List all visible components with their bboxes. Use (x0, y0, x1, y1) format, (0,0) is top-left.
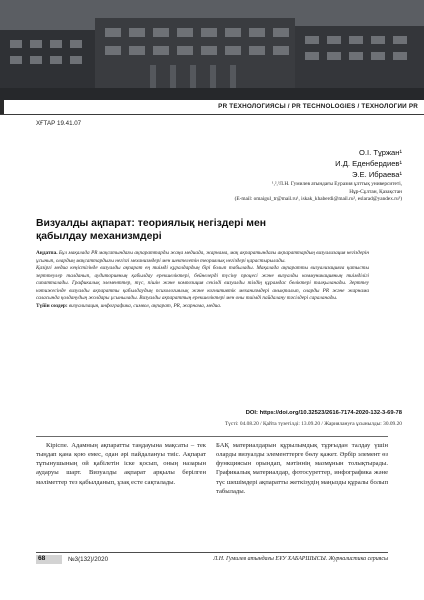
body-paragraph: Кіріспе. Адамның ақпаратты таңдауына мақсаты – тек тыңдап қана қою емес, одан әрі пайдалануы тиіс. Ақпарат тұтынушының ой қабілетін іске қосып, оның назарын аударуы шарт. Визуалды ақпарат арқылы берілген мәліметтер тез қабылданып, ұзақ есте сақталады. (36, 442, 206, 486)
divider (36, 436, 388, 437)
journal-name: Л.Н. Гумилев атындағы ЕҰУ ХАБАРШЫСЫ. Журналистика сериясы (213, 556, 388, 562)
body-paragraph: БАҚ материалдарын құрылымдық тұрғыдан талдау үшін оларды визуалды элементтерге бөлу қажет. Әрбір элемент өз функциясын орындап, мәтіннің мазмұнын толықтырады. Графикалық материалдар, фотосуреттер, инфографика және түс шешімдері ақпаратты жеткізудің маңызды құралы болып табылады. (216, 442, 388, 495)
footer-divider (36, 552, 388, 553)
author-name: И.Д. Еденбердиев¹ (335, 159, 402, 168)
classification-code: ХҒТАР 19.41.07 (36, 120, 82, 127)
abstract-paragraph (36, 250, 369, 265)
section-marker (0, 100, 4, 114)
keywords (36, 303, 369, 311)
building-illustration (0, 0, 424, 100)
body-column-left (36, 441, 206, 487)
keywords-label: Түйін сөздер: (36, 302, 68, 309)
keywords-text: визуализация, инфографика, символ, ақпарат, PR, жарнама, медиа. (67, 302, 222, 309)
abstract-text: Бұл мақалада PR мақсатындағы ақпараттарды жаңа медиада, жарнама, мақ ақпаратындағы ақпараттардың визуализация негіздерін ұсынып, олардың мақсаттардығы негізгі механизмдері мен шектелетін теориялық негіздері қарастырылады. (36, 250, 369, 264)
affiliation-email: (E-mail: omaigul_tr@mail.ru¹, iskak_khaberdi@mail.ru², eslarad@yandex.ru³) (234, 196, 402, 203)
author-name: О.І. Тұржан¹ (358, 148, 402, 157)
doi-link[interactable]: DOI: https://doi.org/10.32523/2616-7174-2020-132-3-69-78 (245, 410, 402, 416)
header-photo (0, 0, 424, 100)
publication-dates: Түсті: 04.08.20 / Қайта түзетілді: 13.09.20 / Жариялануға ұсынылды: 30.09.20 (224, 421, 402, 427)
page-number: 68 (38, 555, 46, 562)
affiliation-line: Нұр-Сұлтан, Қазақстан (349, 188, 402, 195)
article-title: Визуалды ақпарат: теориялық негіздері мен қабылдау механизмдері (36, 218, 267, 242)
section-strip (0, 100, 424, 115)
abstract (36, 250, 369, 310)
abstract-label: Аңдатпа. (36, 250, 58, 256)
author-list (335, 147, 402, 180)
abstract-text: Қазіргі медиа кеңістігінде визуалды ақпарат ең тиімді құралдардың бірі болып табылады. Мақалада ақпаратты визуализацияға қатысты зерттеулер талданып, аудиторияның қабылдау ерекшеліктері, бейнелерді түсіну процесі және визуалды коммуникацияның тиімділігі сипатталады. Графикалық элементтер, түс, пішін және композиция секілді визуалды тілдің құрамдас бөліктері талқыланады. Зерттеу нәтижесінде визуалды ақпаратты қабылдаудың психологиялық және когнитивтік механизмдері анықталып, оларды PR және жарнама саласында қолданудың жолдары ұсынылады. Визуалды ақпараттың ерекшеліктері мен оны тиімді пайдалану тәсілдері сараланады. (36, 265, 369, 302)
body-column-right (216, 441, 388, 496)
issue-number: №3(132)/2020 (68, 556, 109, 563)
affiliation-line: ¹,²,³Л.Н. Гумилев атындағы Еуразия ұлттық университеті, (272, 181, 402, 187)
section-label: PR ТЕХНОЛОГИЯСЫ / PR TECHNOLOGIES / ТЕХНОЛОГИИ PR (218, 103, 418, 110)
author-name: Э.Е. Ибраева¹ (351, 170, 402, 179)
affiliation (162, 181, 402, 204)
